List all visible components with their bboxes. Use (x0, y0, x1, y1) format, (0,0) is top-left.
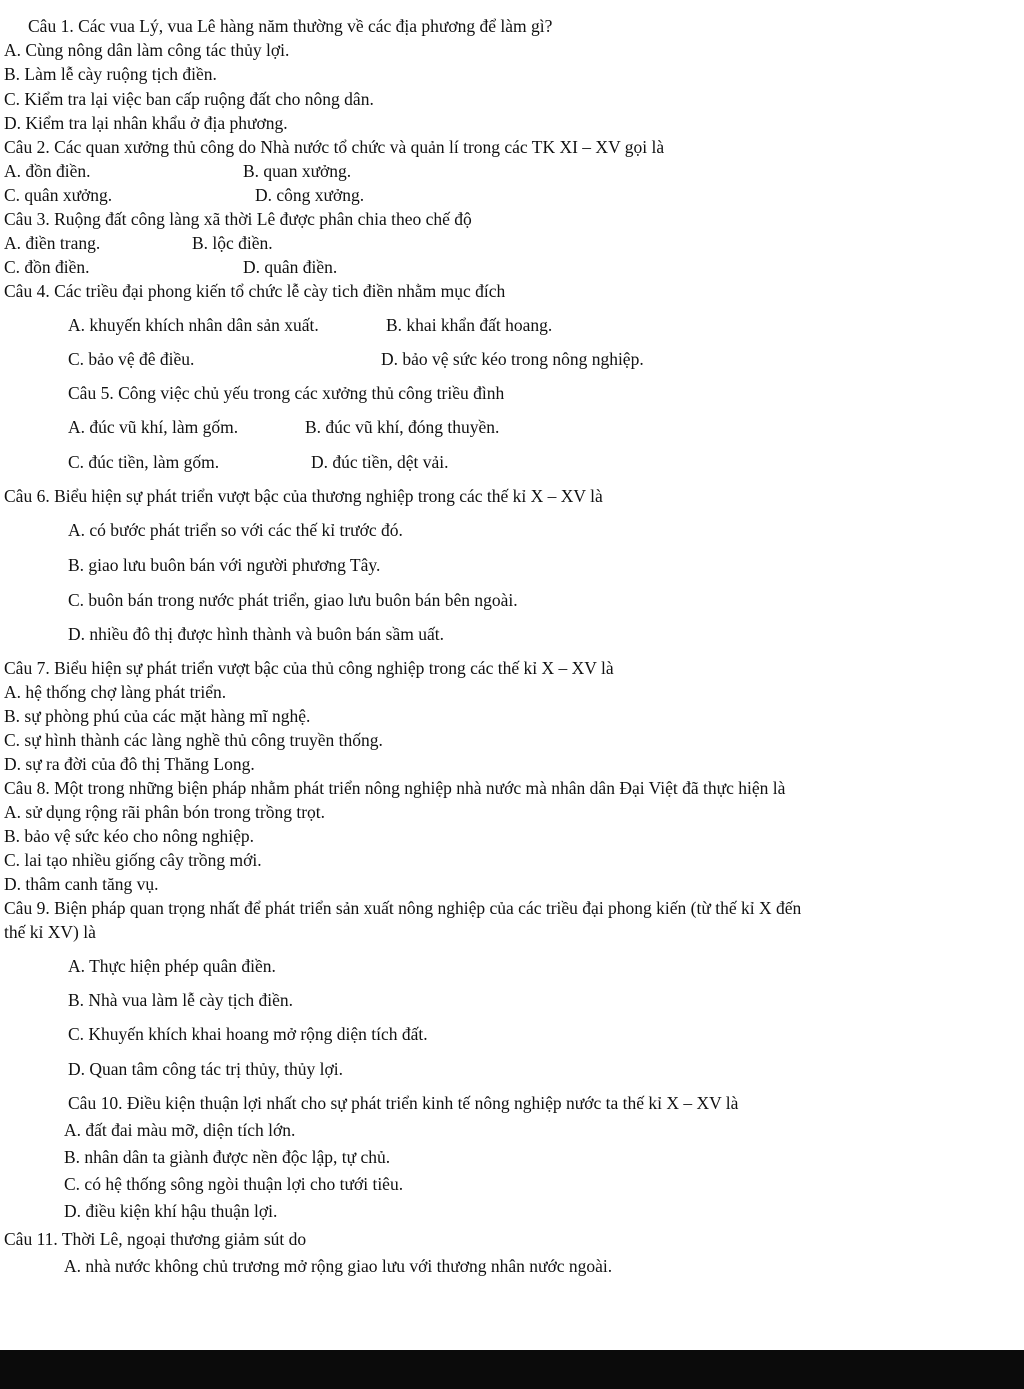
question-9-continuation: thế kỉ XV) là (4, 922, 96, 942)
question-2-option-b: B. quan xưởng. (243, 161, 352, 181)
question-6: Câu 6. Biểu hiện sự phát triển vượt bậc của thương nghiệp trong các thế kỉ X – XV là (4, 486, 603, 506)
question-2-option-a: A. đồn điền. (4, 161, 91, 181)
question-4-option-d: D. bảo vệ sức kéo trong nông nghiệp. (381, 349, 644, 369)
question-10: Câu 10. Điều kiện thuận lợi nhất cho sự phát triển kinh tế nông nghiệp nước ta thế kỉ X – XV là (68, 1093, 739, 1113)
question-3-option-a: A. điền trang. (4, 233, 101, 253)
question-2-option-c: C. quân xưởng. (4, 185, 113, 205)
question-8-option-d: D. thâm canh tăng vụ. (4, 874, 159, 894)
question-7-option-d: D. sự ra đời của đô thị Thăng Long. (4, 754, 255, 774)
question-6-option-b: B. giao lưu buôn bán với người phương Tây. (68, 555, 381, 575)
question-1: Câu 1. Các vua Lý, vua Lê hàng năm thường về các địa phương để làm gì? (28, 16, 553, 36)
question-9-option-a: A. Thực hiện phép quân điền. (68, 956, 276, 976)
question-1-option-a: A. Cùng nông dân làm công tác thủy lợi. (4, 40, 290, 60)
question-3: Câu 3. Ruộng đất công làng xã thời Lê được phân chia theo chế độ (4, 209, 472, 229)
question-4-option-c: C. bảo vệ đê điều. (68, 349, 195, 369)
question-6-option-c: C. buôn bán trong nước phát triển, giao lưu buôn bán bên ngoài. (68, 590, 518, 610)
question-4-option-b: B. khai khẩn đất hoang. (386, 315, 553, 335)
question-8-option-c: C. lai tạo nhiều giống cây trồng mới. (4, 850, 262, 870)
question-7: Câu 7. Biểu hiện sự phát triển vượt bậc của thủ công nghiệp trong các thế kỉ X – XV là (4, 658, 614, 678)
question-3-option-c: C. đồn điền. (4, 257, 90, 277)
question-11-option-a: A. nhà nước không chủ trương mở rộng giao lưu với thương nhân nước ngoài. (64, 1256, 613, 1276)
question-1-option-b: B. Làm lễ cày ruộng tịch điền. (4, 64, 217, 84)
question-2-option-d: D. công xưởng. (255, 185, 365, 205)
question-7-option-c: C. sự hình thành các làng nghề thủ công truyền thống. (4, 730, 383, 750)
question-8: Câu 8. Một trong những biện pháp nhằm phát triển nông nghiệp nhà nước mà nhân dân Đại Việt đã thực hiện là (4, 778, 786, 798)
question-2: Câu 2. Các quan xưởng thủ công do Nhà nước tổ chức và quản lí trong các TK XI – XV gọi là (4, 137, 665, 157)
question-4: Câu 4. Các triều đại phong kiến tổ chức lễ cày tich điền nhằm mục đích (4, 281, 506, 301)
question-5-option-b: B. đúc vũ khí, đóng thuyền. (305, 417, 500, 437)
question-6-option-d: D. nhiều đô thị được hình thành và buôn bán sầm uất. (68, 624, 444, 644)
question-5-option-c: C. đúc tiền, làm gốm. (68, 452, 220, 472)
bottom-dark-bar (0, 1350, 1024, 1389)
question-1-option-c: C. Kiểm tra lại việc ban cấp ruộng đất cho nông dân. (4, 89, 374, 109)
question-10-option-a: A. đất đai màu mỡ, diện tích lớn. (64, 1120, 296, 1140)
question-9: Câu 9. Biện pháp quan trọng nhất để phát triển sản xuất nông nghiệp của các triều đại phong kiến (từ thế kỉ X đến (4, 898, 802, 918)
question-8-option-a: A. sử dụng rộng rãi phân bón trong trồng trọt. (4, 802, 326, 822)
question-3-option-d: D. quân điền. (243, 257, 338, 277)
question-9-option-b: B. Nhà vua làm lễ cày tịch điền. (68, 990, 293, 1010)
question-5-option-a: A. đúc vũ khí, làm gốm. (68, 417, 239, 437)
question-11: Câu 11. Thời Lê, ngoại thương giảm sút do (4, 1229, 307, 1249)
question-7-option-b: B. sự phòng phú của các mặt hàng mĩ nghệ. (4, 706, 311, 726)
question-3-option-b: B. lộc điền. (192, 233, 273, 253)
question-5-option-d: D. đúc tiền, dệt vải. (311, 452, 449, 472)
question-7-option-a: A. hệ thống chợ làng phát triển. (4, 682, 227, 702)
question-5: Câu 5. Công việc chủ yếu trong các xưởng thủ công triều đình (68, 383, 505, 403)
question-10-option-d: D. điều kiện khí hậu thuận lợi. (64, 1201, 278, 1221)
question-1-option-d: D. Kiểm tra lại nhân khẩu ở địa phương. (4, 113, 288, 133)
question-9-option-d: D. Quan tâm công tác trị thủy, thủy lợi. (68, 1059, 343, 1079)
question-10-option-c: C. có hệ thống sông ngòi thuận lợi cho tưới tiêu. (64, 1174, 404, 1194)
question-9-option-c: C. Khuyến khích khai hoang mở rộng diện tích đất. (68, 1024, 428, 1044)
question-8-option-b: B. bảo vệ sức kéo cho nông nghiệp. (4, 826, 255, 846)
question-6-option-a: A. có bước phát triển so với các thế kỉ trước đó. (68, 520, 403, 540)
question-10-option-b: B. nhân dân ta giành được nền độc lập, tự chủ. (64, 1147, 391, 1167)
question-4-option-a: A. khuyến khích nhân dân sản xuất. (68, 315, 319, 335)
